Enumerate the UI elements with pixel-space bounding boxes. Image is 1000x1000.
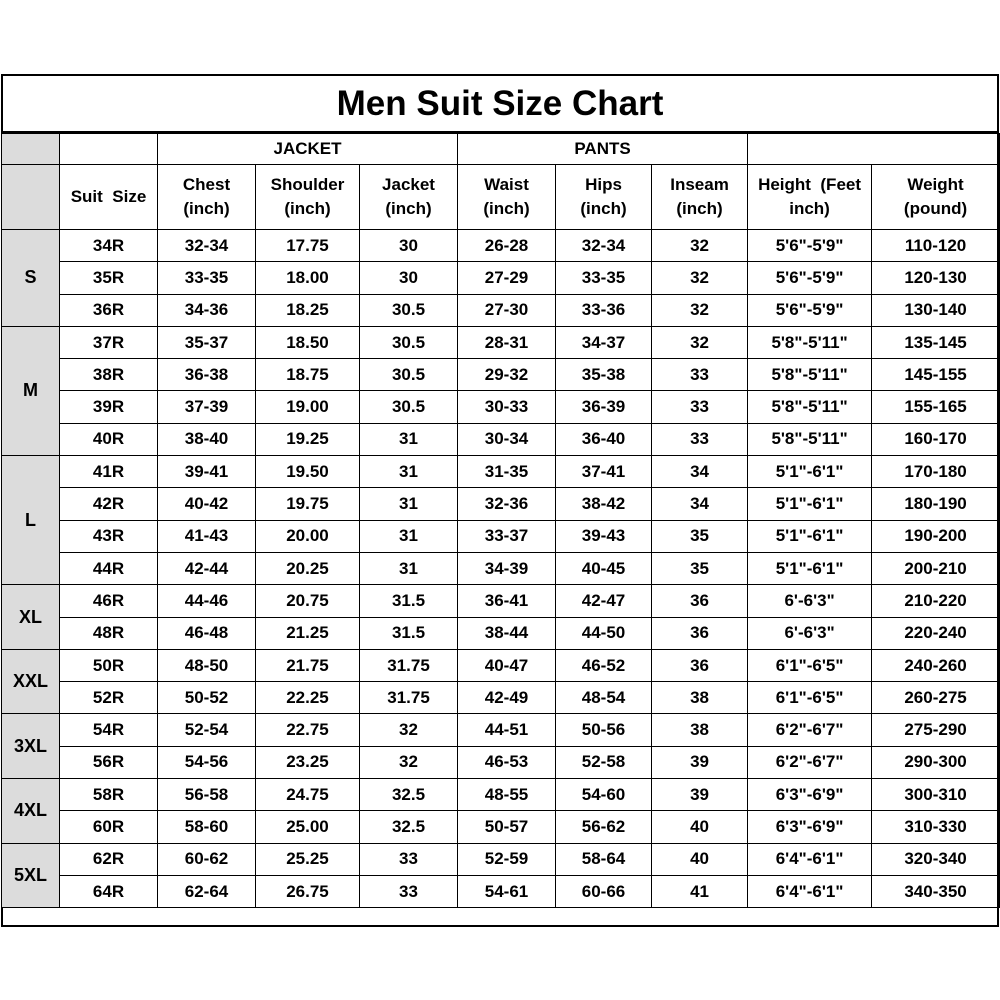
cell-weight: 130-140 — [872, 294, 1000, 326]
header-weight: Weight (pound) — [872, 165, 1000, 230]
table-row — [2, 359, 1000, 391]
cell-chest: 37-39 — [158, 391, 256, 423]
cell-hips: 35-38 — [556, 359, 652, 391]
cell-inseam: 35 — [652, 552, 748, 584]
cell-waist: 50-57 — [458, 811, 556, 843]
cell-height: 6'2"-6'7" — [748, 714, 872, 746]
cell-shoulder: 22.75 — [256, 714, 360, 746]
header-inseam: Inseam (inch) — [652, 165, 748, 230]
table-row — [2, 649, 1000, 681]
cell-chest: 32-34 — [158, 230, 256, 262]
cell-suit-size: 43R — [60, 520, 158, 552]
cell-hips: 36-40 — [556, 423, 652, 455]
cell-waist: 38-44 — [458, 617, 556, 649]
cell-waist: 33-37 — [458, 520, 556, 552]
cell-jacket: 31.5 — [360, 617, 458, 649]
cell-shoulder: 25.00 — [256, 811, 360, 843]
cell-waist: 44-51 — [458, 714, 556, 746]
cell-height: 5'6"-5'9" — [748, 230, 872, 262]
table-row — [2, 520, 1000, 552]
cell-inseam: 40 — [652, 811, 748, 843]
cell-hips: 50-56 — [556, 714, 652, 746]
cell-suit-size: 42R — [60, 488, 158, 520]
cell-height: 6'3"-6'9" — [748, 811, 872, 843]
table-row — [2, 552, 1000, 584]
table-row — [2, 294, 1000, 326]
cell-height: 5'6"-5'9" — [748, 294, 872, 326]
cell-chest: 48-50 — [158, 649, 256, 681]
table-row — [2, 585, 1000, 617]
cell-hips: 54-60 — [556, 779, 652, 811]
cell-weight: 310-330 — [872, 811, 1000, 843]
cell-weight: 290-300 — [872, 746, 1000, 778]
header-hips: Hips (inch) — [556, 165, 652, 230]
cell-suit-size: 37R — [60, 326, 158, 358]
size-group-label: 3XL — [2, 714, 60, 779]
cell-weight: 155-165 — [872, 391, 1000, 423]
cell-jacket: 30.5 — [360, 326, 458, 358]
cell-shoulder: 18.00 — [256, 262, 360, 294]
cell-suit-size: 64R — [60, 875, 158, 907]
cell-hips: 58-64 — [556, 843, 652, 875]
cell-jacket: 30.5 — [360, 294, 458, 326]
cell-suit-size: 46R — [60, 585, 158, 617]
table-row — [2, 843, 1000, 875]
cell-shoulder: 20.25 — [256, 552, 360, 584]
cell-waist: 27-29 — [458, 262, 556, 294]
cell-shoulder: 18.25 — [256, 294, 360, 326]
table-row — [2, 811, 1000, 843]
cell-weight: 320-340 — [872, 843, 1000, 875]
table-row — [2, 714, 1000, 746]
cell-inseam: 36 — [652, 617, 748, 649]
cell-waist: 34-39 — [458, 552, 556, 584]
cell-height: 5'1"-6'1" — [748, 520, 872, 552]
cell-height: 5'1"-6'1" — [748, 488, 872, 520]
cell-height: 6'-6'3" — [748, 585, 872, 617]
cell-inseam: 34 — [652, 456, 748, 488]
cell-shoulder: 22.25 — [256, 682, 360, 714]
cell-hips: 33-36 — [556, 294, 652, 326]
cell-hips: 36-39 — [556, 391, 652, 423]
cell-inseam: 38 — [652, 682, 748, 714]
cell-height: 6'4"-6'1" — [748, 843, 872, 875]
size-group-label: XL — [2, 585, 60, 650]
cell-height: 6'1"-6'5" — [748, 649, 872, 681]
cell-waist: 52-59 — [458, 843, 556, 875]
table-row — [2, 746, 1000, 778]
cell-chest: 60-62 — [158, 843, 256, 875]
cell-hips: 37-41 — [556, 456, 652, 488]
cell-jacket: 32 — [360, 714, 458, 746]
cell-chest: 44-46 — [158, 585, 256, 617]
cell-weight: 260-275 — [872, 682, 1000, 714]
cell-shoulder: 17.75 — [256, 230, 360, 262]
cell-jacket: 31 — [360, 423, 458, 455]
cell-inseam: 35 — [652, 520, 748, 552]
cell-shoulder: 21.25 — [256, 617, 360, 649]
chart-title: Men Suit Size Chart — [3, 76, 997, 133]
cell-waist: 42-49 — [458, 682, 556, 714]
cell-hips: 40-45 — [556, 552, 652, 584]
cell-hips: 56-62 — [556, 811, 652, 843]
cell-waist: 28-31 — [458, 326, 556, 358]
cell-height: 6'3"-6'9" — [748, 779, 872, 811]
cell-chest: 58-60 — [158, 811, 256, 843]
group-blank-right — [748, 134, 1000, 165]
group-blank — [60, 134, 158, 165]
cell-jacket: 31 — [360, 488, 458, 520]
cell-weight: 275-290 — [872, 714, 1000, 746]
cell-inseam: 36 — [652, 649, 748, 681]
cell-inseam: 36 — [652, 585, 748, 617]
cell-suit-size: 50R — [60, 649, 158, 681]
cell-suit-size: 56R — [60, 746, 158, 778]
cell-weight: 110-120 — [872, 230, 1000, 262]
table-row — [2, 230, 1000, 262]
cell-weight: 170-180 — [872, 456, 1000, 488]
group-pants: PANTS — [458, 134, 748, 165]
cell-suit-size: 60R — [60, 811, 158, 843]
cell-shoulder: 19.50 — [256, 456, 360, 488]
cell-height: 5'8"-5'11" — [748, 326, 872, 358]
cell-inseam: 32 — [652, 326, 748, 358]
cell-inseam: 39 — [652, 779, 748, 811]
cell-height: 6'-6'3" — [748, 617, 872, 649]
cell-chest: 46-48 — [158, 617, 256, 649]
cell-shoulder: 25.25 — [256, 843, 360, 875]
size-chart — [1, 74, 999, 927]
size-label-header — [2, 165, 60, 230]
cell-weight: 300-310 — [872, 779, 1000, 811]
cell-inseam: 32 — [652, 262, 748, 294]
cell-waist: 32-36 — [458, 488, 556, 520]
corner-cell — [2, 134, 60, 165]
cell-chest: 52-54 — [158, 714, 256, 746]
cell-chest: 40-42 — [158, 488, 256, 520]
cell-inseam: 33 — [652, 359, 748, 391]
cell-shoulder: 20.75 — [256, 585, 360, 617]
cell-jacket: 32.5 — [360, 779, 458, 811]
cell-inseam: 33 — [652, 423, 748, 455]
cell-height: 6'4"-6'1" — [748, 875, 872, 907]
table-row — [2, 617, 1000, 649]
cell-suit-size: 58R — [60, 779, 158, 811]
cell-inseam: 32 — [652, 294, 748, 326]
table-row — [2, 456, 1000, 488]
cell-jacket: 32.5 — [360, 811, 458, 843]
cell-chest: 33-35 — [158, 262, 256, 294]
table-row — [2, 262, 1000, 294]
cell-waist: 36-41 — [458, 585, 556, 617]
table-row — [2, 423, 1000, 455]
cell-suit-size: 48R — [60, 617, 158, 649]
cell-height: 5'8"-5'11" — [748, 391, 872, 423]
header-jacket: Jacket (inch) — [360, 165, 458, 230]
cell-hips: 48-54 — [556, 682, 652, 714]
cell-chest: 39-41 — [158, 456, 256, 488]
cell-weight: 240-260 — [872, 649, 1000, 681]
cell-suit-size: 52R — [60, 682, 158, 714]
cell-shoulder: 18.75 — [256, 359, 360, 391]
cell-hips: 34-37 — [556, 326, 652, 358]
cell-suit-size: 54R — [60, 714, 158, 746]
cell-jacket: 32 — [360, 746, 458, 778]
cell-waist: 26-28 — [458, 230, 556, 262]
cell-suit-size: 38R — [60, 359, 158, 391]
size-group-label: M — [2, 326, 60, 455]
cell-waist: 40-47 — [458, 649, 556, 681]
cell-waist: 46-53 — [458, 746, 556, 778]
cell-inseam: 34 — [652, 488, 748, 520]
cell-inseam: 40 — [652, 843, 748, 875]
cell-inseam: 32 — [652, 230, 748, 262]
cell-jacket: 31 — [360, 456, 458, 488]
cell-jacket: 30 — [360, 262, 458, 294]
cell-weight: 220-240 — [872, 617, 1000, 649]
cell-jacket: 33 — [360, 843, 458, 875]
size-group-label: L — [2, 456, 60, 585]
cell-height: 5'8"-5'11" — [748, 423, 872, 455]
cell-hips: 38-42 — [556, 488, 652, 520]
cell-chest: 36-38 — [158, 359, 256, 391]
group-jacket: JACKET — [158, 134, 458, 165]
cell-hips: 52-58 — [556, 746, 652, 778]
table-row — [2, 779, 1000, 811]
cell-suit-size: 35R — [60, 262, 158, 294]
cell-shoulder: 26.75 — [256, 875, 360, 907]
table-row — [2, 682, 1000, 714]
cell-weight: 340-350 — [872, 875, 1000, 907]
cell-chest: 62-64 — [158, 875, 256, 907]
cell-height: 6'2"-6'7" — [748, 746, 872, 778]
size-rows — [2, 230, 1000, 908]
cell-chest: 50-52 — [158, 682, 256, 714]
table-row — [2, 391, 1000, 423]
cell-chest: 41-43 — [158, 520, 256, 552]
cell-weight: 180-190 — [872, 488, 1000, 520]
cell-hips: 39-43 — [556, 520, 652, 552]
cell-jacket: 30.5 — [360, 359, 458, 391]
cell-height: 5'1"-6'1" — [748, 552, 872, 584]
cell-suit-size: 41R — [60, 456, 158, 488]
cell-inseam: 33 — [652, 391, 748, 423]
cell-shoulder: 24.75 — [256, 779, 360, 811]
cell-suit-size: 40R — [60, 423, 158, 455]
cell-height: 5'8"-5'11" — [748, 359, 872, 391]
cell-jacket: 30 — [360, 230, 458, 262]
cell-shoulder: 20.00 — [256, 520, 360, 552]
cell-hips: 46-52 — [556, 649, 652, 681]
cell-hips: 32-34 — [556, 230, 652, 262]
cell-weight: 190-200 — [872, 520, 1000, 552]
cell-hips: 33-35 — [556, 262, 652, 294]
cell-shoulder: 18.50 — [256, 326, 360, 358]
cell-jacket: 33 — [360, 875, 458, 907]
header-shoulder: Shoulder (inch) — [256, 165, 360, 230]
cell-hips: 42-47 — [556, 585, 652, 617]
cell-inseam: 39 — [652, 746, 748, 778]
cell-weight: 200-210 — [872, 552, 1000, 584]
size-group-label: 4XL — [2, 779, 60, 844]
cell-suit-size: 39R — [60, 391, 158, 423]
cell-chest: 38-40 — [158, 423, 256, 455]
cell-chest: 54-56 — [158, 746, 256, 778]
cell-hips: 44-50 — [556, 617, 652, 649]
cell-height: 5'6"-5'9" — [748, 262, 872, 294]
cell-jacket: 30.5 — [360, 391, 458, 423]
header-suit-size: Suit Size — [60, 165, 158, 230]
cell-chest: 35-37 — [158, 326, 256, 358]
cell-shoulder: 19.00 — [256, 391, 360, 423]
cell-waist: 31-35 — [458, 456, 556, 488]
cell-waist: 30-34 — [458, 423, 556, 455]
cell-weight: 210-220 — [872, 585, 1000, 617]
cell-waist: 48-55 — [458, 779, 556, 811]
cell-suit-size: 34R — [60, 230, 158, 262]
cell-waist: 29-32 — [458, 359, 556, 391]
cell-inseam: 41 — [652, 875, 748, 907]
size-group-label: XXL — [2, 649, 60, 714]
cell-chest: 42-44 — [158, 552, 256, 584]
cell-suit-size: 44R — [60, 552, 158, 584]
cell-height: 5'1"-6'1" — [748, 456, 872, 488]
cell-jacket: 31.5 — [360, 585, 458, 617]
table-row — [2, 875, 1000, 907]
cell-inseam: 38 — [652, 714, 748, 746]
cell-weight: 160-170 — [872, 423, 1000, 455]
cell-weight: 145-155 — [872, 359, 1000, 391]
cell-weight: 135-145 — [872, 326, 1000, 358]
cell-shoulder: 21.75 — [256, 649, 360, 681]
header-chest: Chest (inch) — [158, 165, 256, 230]
cell-shoulder: 19.75 — [256, 488, 360, 520]
cell-jacket: 31 — [360, 520, 458, 552]
table-row — [2, 488, 1000, 520]
header-height: Height (Feet inch) — [748, 165, 872, 230]
cell-shoulder: 19.25 — [256, 423, 360, 455]
cell-hips: 60-66 — [556, 875, 652, 907]
cell-weight: 120-130 — [872, 262, 1000, 294]
cell-chest: 56-58 — [158, 779, 256, 811]
size-table — [1, 133, 1000, 908]
cell-suit-size: 36R — [60, 294, 158, 326]
cell-height: 6'1"-6'5" — [748, 682, 872, 714]
header-waist: Waist (inch) — [458, 165, 556, 230]
cell-shoulder: 23.25 — [256, 746, 360, 778]
cell-chest: 34-36 — [158, 294, 256, 326]
cell-jacket: 31.75 — [360, 649, 458, 681]
cell-waist: 54-61 — [458, 875, 556, 907]
cell-waist: 27-30 — [458, 294, 556, 326]
cell-jacket: 31 — [360, 552, 458, 584]
cell-jacket: 31.75 — [360, 682, 458, 714]
cell-suit-size: 62R — [60, 843, 158, 875]
table-row — [2, 326, 1000, 358]
size-group-label: S — [2, 230, 60, 327]
cell-waist: 30-33 — [458, 391, 556, 423]
size-group-label: 5XL — [2, 843, 60, 908]
